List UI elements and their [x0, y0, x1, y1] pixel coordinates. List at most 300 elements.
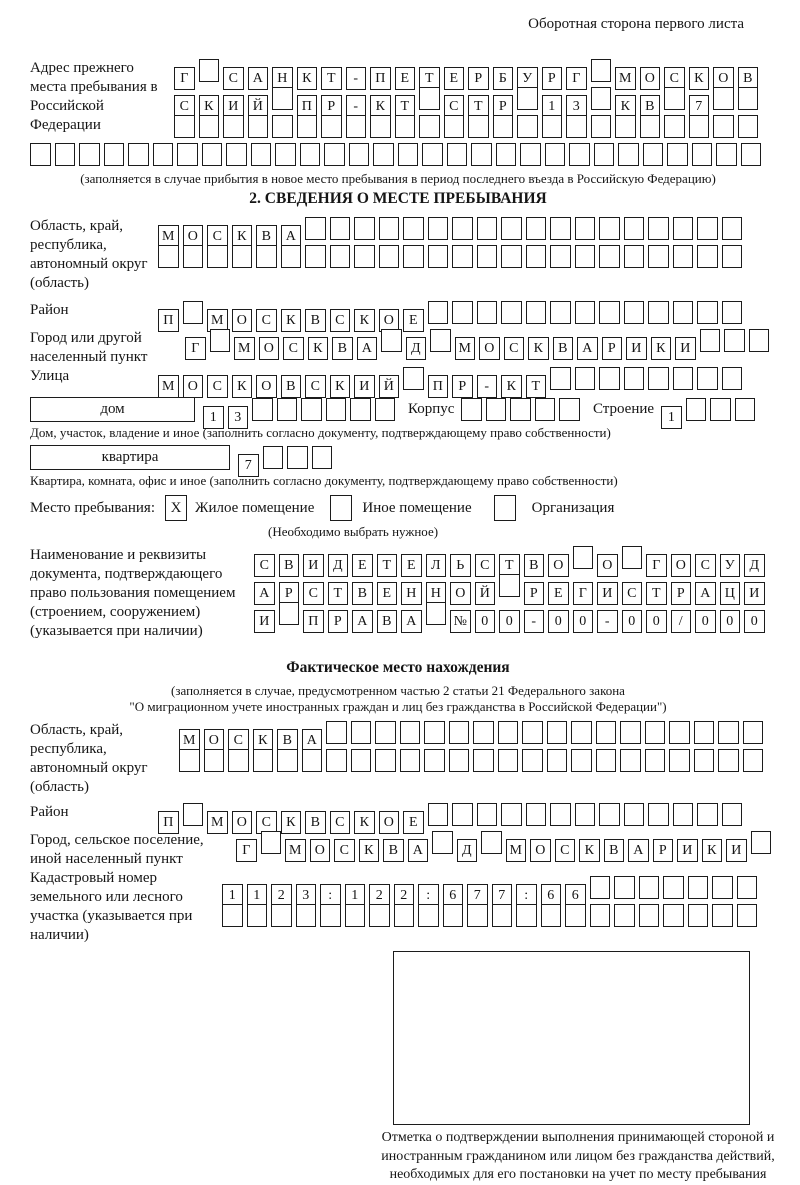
- char-cell: С: [622, 582, 643, 605]
- char-cell: М: [207, 811, 228, 834]
- char-cell: [522, 749, 543, 772]
- char-cell: [403, 217, 424, 240]
- char-cell: О: [713, 67, 734, 90]
- char-cell: [596, 749, 617, 772]
- char-cell: [722, 217, 743, 240]
- char-cell: И: [223, 95, 244, 118]
- char-cell: [55, 143, 76, 166]
- char-cell: 1: [247, 884, 268, 907]
- char-cell: [673, 803, 694, 826]
- char-cell: [718, 721, 739, 744]
- char-cell: О: [204, 729, 225, 752]
- char-cell: [449, 749, 470, 772]
- char-cell: [591, 87, 612, 110]
- char-cell: А: [401, 610, 422, 633]
- char-cell: №: [450, 610, 471, 633]
- char-cell: С: [223, 67, 244, 90]
- prev-address-row-4: [30, 143, 766, 166]
- cadastral-row-2: [222, 904, 761, 927]
- char-cell: С: [664, 67, 685, 90]
- char-cell: [590, 904, 611, 927]
- stay-type-hint: (Необходимо выбрать нужное): [268, 524, 439, 539]
- char-cell: Т: [646, 582, 667, 605]
- char-cell: В: [332, 337, 353, 360]
- char-cell: [477, 803, 498, 826]
- char-cell: Н: [401, 582, 422, 605]
- char-cell: [697, 367, 718, 390]
- char-cell: [710, 398, 731, 421]
- char-cell: 6: [443, 884, 464, 907]
- char-cell: [452, 217, 473, 240]
- char-cell: 1: [203, 406, 224, 429]
- stay-type-label: Место пребывания:: [30, 499, 155, 516]
- char-cell: К: [359, 839, 380, 862]
- char-cell: [575, 301, 596, 324]
- char-cell: М: [615, 67, 636, 90]
- char-cell: [300, 143, 321, 166]
- char-cell: [210, 329, 231, 352]
- char-cell: -: [346, 95, 367, 118]
- street-label: Улица: [30, 368, 70, 384]
- char-cell: [624, 301, 645, 324]
- char-cell: [743, 721, 764, 744]
- korpus-row: [461, 398, 584, 421]
- char-cell: [501, 245, 522, 268]
- char-cell: [373, 143, 394, 166]
- char-cell: [179, 749, 200, 772]
- char-cell: С: [174, 95, 195, 118]
- char-cell: Е: [444, 67, 465, 90]
- char-cell: В: [281, 375, 302, 398]
- char-cell: К: [281, 309, 302, 332]
- char-cell: [615, 115, 636, 138]
- char-cell: [444, 115, 465, 138]
- char-cell: [573, 546, 594, 569]
- char-cell: [468, 115, 489, 138]
- char-cell: И: [675, 337, 696, 360]
- char-cell: [467, 904, 488, 927]
- char-cell: [673, 217, 694, 240]
- char-cell: [256, 245, 277, 268]
- stay-type-checkbox-other: [330, 495, 352, 521]
- char-cell: Й: [379, 375, 400, 398]
- char-cell: Р: [468, 67, 489, 90]
- page-side-note: Оборотная сторона первого листа: [528, 16, 744, 32]
- document-label: Наименование и реквизиты документа, подтверждающего право пользования помещением (строением, сооружением) (указывается при наличии): [30, 547, 236, 639]
- apartment-caption: Квартира, комната, офис и иное (заполнить согласно документу, подтверждающему право собственности): [30, 473, 618, 488]
- char-cell: Д: [744, 554, 765, 577]
- char-cell: 0: [622, 610, 643, 633]
- char-cell: 2: [369, 884, 390, 907]
- char-cell: М: [207, 309, 228, 332]
- char-cell: К: [615, 95, 636, 118]
- char-cell: [550, 367, 571, 390]
- char-cell: К: [651, 337, 672, 360]
- char-cell: Ь: [450, 554, 471, 577]
- char-cell: С: [695, 554, 716, 577]
- char-cell: В: [604, 839, 625, 862]
- char-cell: 1: [345, 884, 366, 907]
- char-cell: [346, 115, 367, 138]
- char-cell: К: [354, 309, 375, 332]
- prev-address-label: Адрес прежнего места пребывания в Российской Федерации: [30, 60, 158, 133]
- char-cell: О: [232, 811, 253, 834]
- char-cell: [692, 143, 713, 166]
- prev-address-row-3: [174, 115, 762, 138]
- char-cell: [248, 115, 269, 138]
- char-cell: [354, 245, 375, 268]
- char-cell: [526, 803, 547, 826]
- char-cell: [700, 329, 721, 352]
- char-cell: [697, 245, 718, 268]
- char-cell: :: [516, 884, 537, 907]
- char-cell: А: [302, 729, 323, 752]
- char-cell: С: [305, 375, 326, 398]
- actual-city-label: Город, сельское поселение, иной населенный пункт: [30, 832, 204, 867]
- char-cell: [326, 749, 347, 772]
- char-cell: 3: [228, 406, 249, 429]
- stamp-box: [393, 951, 750, 1125]
- char-cell: [712, 904, 733, 927]
- char-cell: И: [254, 610, 275, 633]
- char-cell: М: [285, 839, 306, 862]
- char-cell: [697, 803, 718, 826]
- char-cell: [624, 217, 645, 240]
- city-block: [30, 329, 766, 367]
- char-cell: К: [232, 375, 253, 398]
- char-cell: [713, 115, 734, 138]
- char-cell: П: [428, 375, 449, 398]
- char-cell: [477, 301, 498, 324]
- char-cell: [419, 115, 440, 138]
- char-cell: В: [383, 839, 404, 862]
- actual-district-block: [30, 803, 766, 831]
- char-cell: С: [207, 225, 228, 248]
- char-cell: [688, 876, 709, 899]
- house-number-row: [203, 398, 399, 425]
- char-cell: [575, 245, 596, 268]
- stroenie-label: Строение: [592, 401, 655, 417]
- char-cell: И: [726, 839, 747, 862]
- char-cell: И: [744, 582, 765, 605]
- char-cell: [223, 115, 244, 138]
- char-cell: 1: [661, 406, 682, 429]
- char-cell: [645, 749, 666, 772]
- char-cell: [516, 904, 537, 927]
- region-rows: [158, 217, 746, 273]
- cadastral-row-1: [222, 876, 761, 903]
- street-block: [30, 367, 766, 395]
- char-cell: [471, 143, 492, 166]
- char-cell: С: [256, 811, 277, 834]
- char-cell: [253, 749, 274, 772]
- char-cell: [305, 217, 326, 240]
- char-cell: -: [477, 375, 498, 398]
- char-cell: [648, 217, 669, 240]
- char-cell: [596, 721, 617, 744]
- char-cell: Г: [185, 337, 206, 360]
- char-cell: [426, 602, 447, 625]
- char-cell: М: [506, 839, 527, 862]
- char-cell: [326, 398, 347, 421]
- char-cell: С: [444, 95, 465, 118]
- char-cell: [279, 602, 300, 625]
- document-row-2: [254, 574, 769, 601]
- char-cell: [547, 721, 568, 744]
- region-row-1: [158, 217, 746, 244]
- prev-address-row-2: [174, 87, 762, 114]
- char-cell: [673, 245, 694, 268]
- actual-region-rows: [179, 721, 767, 777]
- char-cell: О: [530, 839, 551, 862]
- char-cell: 7: [467, 884, 488, 907]
- char-cell: М: [455, 337, 476, 360]
- prev-address-caption: (заполняется в случае прибытия в новое место пребывания в период последнего въезда в Российскую Федерацию): [80, 171, 716, 186]
- char-cell: П: [158, 811, 179, 834]
- char-cell: [624, 245, 645, 268]
- char-cell: В: [640, 95, 661, 118]
- korpus-label: Корпус: [408, 401, 455, 417]
- char-cell: [296, 904, 317, 927]
- char-cell: [301, 398, 322, 421]
- char-cell: [204, 749, 225, 772]
- char-cell: [199, 115, 220, 138]
- char-cell: [375, 398, 396, 421]
- char-cell: /: [671, 610, 692, 633]
- char-cell: [550, 245, 571, 268]
- prev-address-block: [30, 59, 766, 143]
- char-cell: [354, 217, 375, 240]
- char-cell: [302, 749, 323, 772]
- char-cell: [275, 143, 296, 166]
- char-cell: [517, 115, 538, 138]
- char-cell: [183, 301, 204, 324]
- char-cell: [667, 143, 688, 166]
- char-cell: У: [720, 554, 741, 577]
- char-cell: [713, 87, 734, 110]
- char-cell: [398, 143, 419, 166]
- char-cell: [526, 301, 547, 324]
- char-cell: Е: [401, 554, 422, 577]
- char-cell: 0: [744, 610, 765, 633]
- char-cell: [550, 301, 571, 324]
- stroenie-row: [661, 398, 759, 425]
- char-cell: [648, 803, 669, 826]
- district-label: Район: [30, 302, 69, 318]
- char-cell: У: [517, 67, 538, 90]
- char-cell: [639, 904, 660, 927]
- char-cell: [673, 301, 694, 324]
- char-cell: [648, 245, 669, 268]
- char-cell: [452, 245, 473, 268]
- char-cell: [449, 721, 470, 744]
- district-block: [30, 301, 766, 329]
- char-cell: [620, 721, 641, 744]
- char-cell: [517, 87, 538, 110]
- char-cell: 0: [720, 610, 741, 633]
- char-cell: [599, 245, 620, 268]
- char-cell: [622, 546, 643, 569]
- char-cell: [473, 721, 494, 744]
- char-cell: 6: [565, 884, 586, 907]
- char-cell: [565, 904, 586, 927]
- char-cell: [620, 749, 641, 772]
- char-cell: [520, 143, 541, 166]
- char-cell: П: [370, 67, 391, 90]
- char-cell: В: [377, 610, 398, 633]
- char-cell: [663, 876, 684, 899]
- char-cell: [737, 904, 758, 927]
- char-cell: Е: [403, 309, 424, 332]
- apartment-block: [30, 445, 766, 473]
- char-cell: [522, 721, 543, 744]
- char-cell: П: [158, 309, 179, 332]
- char-cell: [498, 749, 519, 772]
- char-cell: С: [256, 309, 277, 332]
- char-cell: [424, 749, 445, 772]
- char-cell: [428, 803, 449, 826]
- actual-region-block: [30, 721, 766, 797]
- char-cell: А: [357, 337, 378, 360]
- cadastral-block: [30, 869, 766, 945]
- char-cell: [694, 721, 715, 744]
- char-cell: Д: [328, 554, 349, 577]
- char-cell: [158, 245, 179, 268]
- char-cell: О: [183, 225, 204, 248]
- char-cell: [498, 721, 519, 744]
- char-cell: [447, 143, 468, 166]
- section2-title: 2. СВЕДЕНИЯ О МЕСТЕ ПРЕБЫВАНИЯ: [249, 190, 547, 207]
- char-cell: [689, 115, 710, 138]
- char-cell: Й: [248, 95, 269, 118]
- char-cell: [287, 446, 308, 469]
- char-cell: О: [259, 337, 280, 360]
- char-cell: [461, 398, 482, 421]
- char-cell: [697, 301, 718, 324]
- char-cell: Г: [646, 554, 667, 577]
- char-cell: [272, 87, 293, 110]
- char-cell: [640, 115, 661, 138]
- char-cell: [403, 245, 424, 268]
- char-cell: [202, 143, 223, 166]
- char-cell: [550, 803, 571, 826]
- char-cell: [30, 143, 51, 166]
- char-cell: [712, 876, 733, 899]
- char-cell: [575, 803, 596, 826]
- document-rows: [254, 546, 769, 630]
- char-cell: Р: [328, 610, 349, 633]
- char-cell: [277, 398, 298, 421]
- char-cell: 0: [499, 610, 520, 633]
- stay-type-option-organization: Организация: [531, 499, 615, 516]
- char-cell: [591, 115, 612, 138]
- char-cell: [737, 876, 758, 899]
- actual-region-label: Область, край, республика, автономный округ (область): [30, 722, 148, 795]
- char-cell: С: [254, 554, 275, 577]
- char-cell: К: [199, 95, 220, 118]
- char-cell: [395, 115, 416, 138]
- char-cell: [247, 904, 268, 927]
- char-cell: [153, 143, 174, 166]
- prev-address-row-1: [174, 59, 762, 86]
- char-cell: К: [501, 375, 522, 398]
- char-cell: [232, 245, 253, 268]
- char-cell: [686, 398, 707, 421]
- char-cell: [403, 367, 424, 390]
- char-cell: -: [597, 610, 618, 633]
- char-cell: [252, 398, 273, 421]
- char-cell: О: [450, 582, 471, 605]
- char-cell: [428, 245, 449, 268]
- char-cell: [722, 803, 743, 826]
- char-cell: В: [524, 554, 545, 577]
- char-cell: [559, 398, 580, 421]
- actual-district-row: [158, 803, 746, 830]
- char-cell: [545, 143, 566, 166]
- char-cell: 1: [542, 95, 563, 118]
- apartment-number-row: [238, 446, 336, 473]
- char-cell: 0: [695, 610, 716, 633]
- char-cell: К: [528, 337, 549, 360]
- char-cell: К: [297, 67, 318, 90]
- char-cell: [251, 143, 272, 166]
- char-cell: [590, 876, 611, 899]
- actual-region-row-2: [179, 749, 767, 772]
- char-cell: [724, 329, 745, 352]
- char-cell: [419, 87, 440, 110]
- char-cell: К: [579, 839, 600, 862]
- char-cell: П: [303, 610, 324, 633]
- char-cell: [312, 446, 333, 469]
- char-cell: С: [228, 729, 249, 752]
- char-cell: [639, 876, 660, 899]
- char-cell: [738, 87, 759, 110]
- char-cell: [432, 831, 453, 854]
- char-cell: С: [330, 811, 351, 834]
- char-cell: К: [354, 811, 375, 834]
- char-cell: А: [577, 337, 598, 360]
- char-cell: 7: [238, 454, 259, 477]
- char-cell: О: [548, 554, 569, 577]
- char-cell: [492, 904, 513, 927]
- actual-location-title: Фактическое место нахождения: [286, 659, 510, 676]
- char-cell: [722, 245, 743, 268]
- char-cell: [281, 245, 302, 268]
- char-cell: [177, 143, 198, 166]
- char-cell: [305, 245, 326, 268]
- char-cell: 3: [566, 95, 587, 118]
- char-cell: К: [370, 95, 391, 118]
- region-block: [30, 217, 766, 293]
- char-cell: [526, 245, 547, 268]
- char-cell: С: [504, 337, 525, 360]
- char-cell: И: [626, 337, 647, 360]
- char-cell: [79, 143, 100, 166]
- char-cell: Б: [493, 67, 514, 90]
- char-cell: 0: [475, 610, 496, 633]
- char-cell: [751, 831, 772, 854]
- char-cell: [566, 115, 587, 138]
- stay-type-checkbox-residential: X: [165, 495, 187, 521]
- char-cell: [128, 143, 149, 166]
- stay-type-option-other: Иное помещение: [362, 499, 472, 516]
- char-cell: М: [234, 337, 255, 360]
- char-cell: [648, 367, 669, 390]
- document-row-1: [254, 546, 769, 573]
- char-cell: [477, 217, 498, 240]
- char-cell: [722, 301, 743, 324]
- char-cell: В: [277, 729, 298, 752]
